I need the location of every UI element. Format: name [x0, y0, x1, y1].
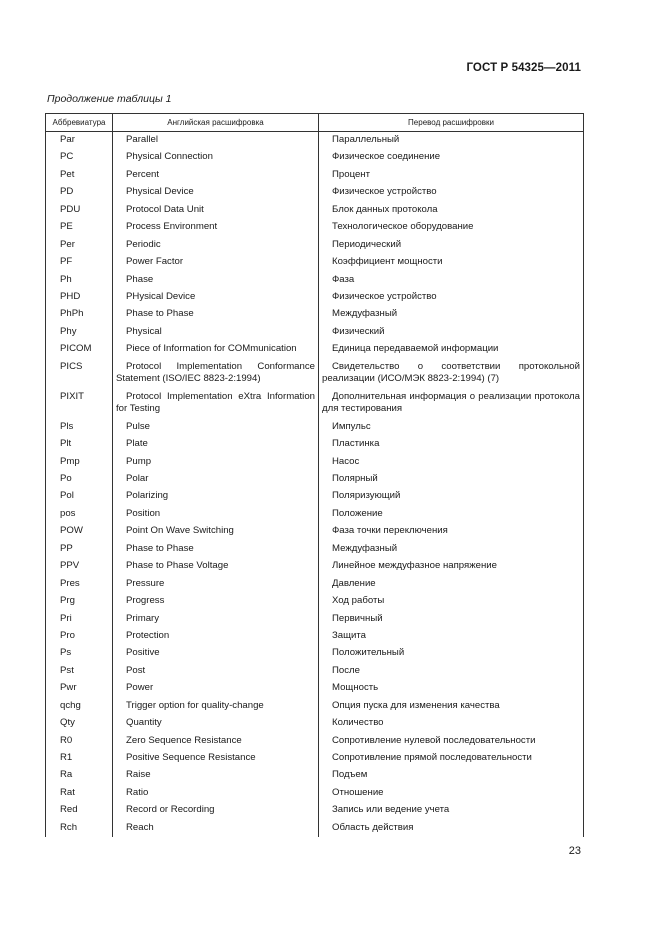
table-row — [46, 359, 584, 389]
english-cell: Pulse — [113, 419, 319, 436]
english-cell: Parallel — [113, 132, 319, 150]
translation-cell: Пластинка — [319, 436, 584, 453]
table-header-row — [46, 114, 584, 132]
english-cell: Positive Sequence Resistance — [113, 750, 319, 767]
table-row — [46, 167, 584, 184]
translation-cell: Процент — [319, 167, 584, 184]
translation-cell: Полярный — [319, 471, 584, 488]
table-row — [46, 750, 584, 767]
abbreviation-cell: Pro — [46, 628, 113, 645]
abbreviation-cell: PhPh — [46, 306, 113, 323]
english-cell: Power — [113, 680, 319, 697]
translation-cell: Физический — [319, 324, 584, 341]
translation-cell: Физическое устройство — [319, 184, 584, 201]
translation-cell: Опция пуска для изменения качества — [319, 698, 584, 715]
abbreviation-cell: Pol — [46, 488, 113, 505]
translation-cell: После — [319, 663, 584, 680]
table-row — [46, 132, 584, 150]
english-cell: Polarizing — [113, 488, 319, 505]
english-cell: Protocol Implementation eXtra Information for Testing — [113, 389, 319, 419]
translation-cell: Периодический — [319, 237, 584, 254]
translation-cell: Мощность — [319, 680, 584, 697]
translation-cell: Импульс — [319, 419, 584, 436]
table-row — [46, 289, 584, 306]
english-cell: Protocol Data Unit — [113, 202, 319, 219]
translation-cell: Подъем — [319, 767, 584, 784]
abbreviation-cell: Pls — [46, 419, 113, 436]
english-cell: Percent — [113, 167, 319, 184]
table-caption: Продолжение таблицы 1 — [47, 93, 172, 105]
table-row — [46, 593, 584, 610]
translation-cell: Коэффициент мощности — [319, 254, 584, 271]
english-cell: Pressure — [113, 576, 319, 593]
table-row — [46, 715, 584, 732]
abbreviation-cell: Pres — [46, 576, 113, 593]
table-row — [46, 149, 584, 166]
english-cell: Position — [113, 506, 319, 523]
translation-cell: Технологическое оборудование — [319, 219, 584, 236]
table-row — [46, 523, 584, 540]
translation-cell: Запись или ведение учета — [319, 802, 584, 819]
english-cell: Piece of Information for COMmunication — [113, 341, 319, 358]
translation-cell: Физическое устройство — [319, 289, 584, 306]
english-cell: Progress — [113, 593, 319, 610]
translation-cell: Параллельный — [319, 132, 584, 150]
english-cell: Periodic — [113, 237, 319, 254]
table-row — [46, 663, 584, 680]
abbreviation-cell: PD — [46, 184, 113, 201]
english-cell: Physical — [113, 324, 319, 341]
translation-cell: Блок данных протокола — [319, 202, 584, 219]
english-cell: Reach — [113, 820, 319, 837]
translation-cell: Ход работы — [319, 593, 584, 610]
translation-cell: Насос — [319, 454, 584, 471]
translation-cell: Первичный — [319, 611, 584, 628]
english-cell: Power Factor — [113, 254, 319, 271]
table-row — [46, 558, 584, 575]
english-cell: Physical Device — [113, 184, 319, 201]
translation-cell: Сопротивление прямой последовательности — [319, 750, 584, 767]
page-number: 23 — [568, 845, 581, 857]
table-row — [46, 576, 584, 593]
table-body — [46, 132, 584, 838]
table-row — [46, 506, 584, 523]
standard-number: ГОСТ Р 54325—2011 — [466, 62, 581, 74]
abbreviation-cell: Rat — [46, 785, 113, 802]
abbreviation-cell: Prg — [46, 593, 113, 610]
table-row — [46, 202, 584, 219]
abbreviation-cell: PDU — [46, 202, 113, 219]
english-cell: Ratio — [113, 785, 319, 802]
english-cell: Zero Sequence Resistance — [113, 733, 319, 750]
abbreviation-cell: Po — [46, 471, 113, 488]
table-row — [46, 419, 584, 436]
english-cell: Positive — [113, 645, 319, 662]
abbreviation-cell: PF — [46, 254, 113, 271]
abbreviation-cell: Pmp — [46, 454, 113, 471]
table-row — [46, 802, 584, 819]
table-row — [46, 219, 584, 236]
abbreviation-cell: Ph — [46, 272, 113, 289]
english-cell: Protocol Implementation Conformance Statement (ISO/IEC 8823-2:1994) — [113, 359, 319, 389]
table-row — [46, 680, 584, 697]
abbreviation-cell: PICS — [46, 359, 113, 389]
translation-cell: Поляризующий — [319, 488, 584, 505]
english-cell: Plate — [113, 436, 319, 453]
translation-cell: Положительный — [319, 645, 584, 662]
abbreviation-cell: Ps — [46, 645, 113, 662]
translation-cell: Линейное междуфазное напряжение — [319, 558, 584, 575]
table-row — [46, 488, 584, 505]
table-row — [46, 733, 584, 750]
translation-cell: Сопротивление нулевой последовательности — [319, 733, 584, 750]
english-cell: Raise — [113, 767, 319, 784]
abbreviation-cell: Red — [46, 802, 113, 819]
column-header-translation: Перевод расшифровки — [319, 114, 584, 132]
abbreviation-cell: POW — [46, 523, 113, 540]
translation-cell: Свидетельство о соответствии протокольной реализации (ИСО/МЭК 8823-2:1994) (7) — [319, 359, 584, 389]
english-cell: Primary — [113, 611, 319, 628]
english-cell: Post — [113, 663, 319, 680]
abbreviation-cell: Rch — [46, 820, 113, 837]
english-cell: PHysical Device — [113, 289, 319, 306]
abbreviation-cell: PC — [46, 149, 113, 166]
table-row — [46, 820, 584, 837]
translation-cell: Защита — [319, 628, 584, 645]
abbreviation-cell: Phy — [46, 324, 113, 341]
abbreviation-cell: R1 — [46, 750, 113, 767]
translation-cell: Единица передаваемой информации — [319, 341, 584, 358]
english-cell: Point On Wave Switching — [113, 523, 319, 540]
abbreviation-cell: PP — [46, 541, 113, 558]
english-cell: Quantity — [113, 715, 319, 732]
table-row — [46, 254, 584, 271]
translation-cell: Фаза точки переключения — [319, 523, 584, 540]
table-row — [46, 237, 584, 254]
abbreviation-cell: PHD — [46, 289, 113, 306]
translation-cell: Фаза — [319, 272, 584, 289]
abbreviation-cell: Per — [46, 237, 113, 254]
abbreviation-cell: Par — [46, 132, 113, 150]
translation-cell: Давление — [319, 576, 584, 593]
english-cell: Protection — [113, 628, 319, 645]
abbreviation-cell: Ra — [46, 767, 113, 784]
abbreviation-cell: PICOM — [46, 341, 113, 358]
table-row — [46, 436, 584, 453]
abbreviation-cell: Pst — [46, 663, 113, 680]
english-cell: Phase to Phase Voltage — [113, 558, 319, 575]
table-row — [46, 645, 584, 662]
english-cell: Process Environment — [113, 219, 319, 236]
abbreviation-cell: PPV — [46, 558, 113, 575]
translation-cell: Физическое соединение — [319, 149, 584, 166]
translation-cell: Дополнительная информация о реализации протокола для тестирования — [319, 389, 584, 419]
english-cell: Trigger option for quality-change — [113, 698, 319, 715]
table-row — [46, 767, 584, 784]
table-row — [46, 471, 584, 488]
table-row — [46, 698, 584, 715]
english-cell: Pump — [113, 454, 319, 471]
abbreviation-cell: Pri — [46, 611, 113, 628]
abbreviation-cell: Pwr — [46, 680, 113, 697]
english-cell: Phase to Phase — [113, 541, 319, 558]
abbreviation-cell: pos — [46, 506, 113, 523]
table-row — [46, 628, 584, 645]
abbreviation-cell: Pet — [46, 167, 113, 184]
english-cell: Record or Recording — [113, 802, 319, 819]
table-row — [46, 272, 584, 289]
english-cell: Polar — [113, 471, 319, 488]
abbreviation-cell: PE — [46, 219, 113, 236]
english-cell: Phase — [113, 272, 319, 289]
column-header-abbreviation: Аббревиатура — [46, 114, 113, 132]
translation-cell: Междуфазный — [319, 541, 584, 558]
table-row — [46, 389, 584, 419]
table-row — [46, 785, 584, 802]
translation-cell: Междуфазный — [319, 306, 584, 323]
translation-cell: Область действия — [319, 820, 584, 837]
abbreviation-cell: qchg — [46, 698, 113, 715]
table-row — [46, 184, 584, 201]
abbreviations-table — [45, 113, 584, 837]
translation-cell: Отношение — [319, 785, 584, 802]
table-row — [46, 306, 584, 323]
abbreviation-cell: R0 — [46, 733, 113, 750]
table-row — [46, 324, 584, 341]
table-row — [46, 341, 584, 358]
english-cell: Phase to Phase — [113, 306, 319, 323]
english-cell: Physical Connection — [113, 149, 319, 166]
translation-cell: Положение — [319, 506, 584, 523]
column-header-english: Английская расшифровка — [113, 114, 319, 132]
table-row — [46, 454, 584, 471]
abbreviation-cell: PIXIT — [46, 389, 113, 419]
table-row — [46, 611, 584, 628]
translation-cell: Количество — [319, 715, 584, 732]
abbreviation-cell: Qty — [46, 715, 113, 732]
abbreviation-cell: Plt — [46, 436, 113, 453]
table-row — [46, 541, 584, 558]
